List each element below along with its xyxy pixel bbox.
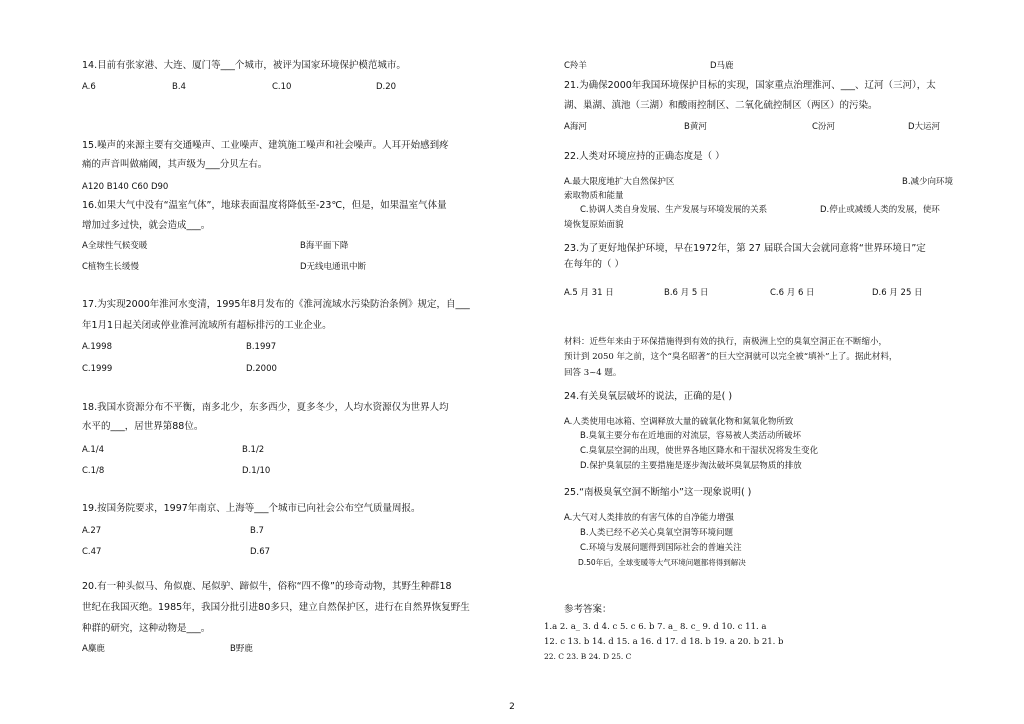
q23-stem-line2: 在每年的（ ）	[564, 259, 625, 270]
q18-option-d: D.1/10	[242, 466, 271, 476]
q24-option-b: B.臭氧主要分布在近地面的对流层，容易被人类活动所破坏	[580, 431, 802, 441]
q25-option-a: A.大气对人类排放的有害气体的自净能力增强	[564, 513, 734, 523]
answers-line3: 22. C 23. B 24. D 25. C	[544, 652, 632, 661]
q16-option-a: A全球性气候变暖	[82, 241, 148, 251]
q15-options: A120 B140 C60 D90	[82, 182, 169, 192]
q22-stem: 22.人类对环境应持的正确态度是（ ）	[564, 151, 725, 162]
q22-option-d: D.停止或减缓人类的发展，使环	[820, 205, 940, 215]
q24-option-c: C.臭氧层空洞的出现，使世界各地区降水和干湿状况将发生变化	[580, 446, 819, 456]
q19-option-a: A.27	[82, 526, 102, 536]
q25-option-c: C.环境与发展问题得到国际社会的普遍关注	[580, 543, 742, 553]
material-line1: 材料：近些年来由于环保措施得到有效的执行，南极洲上空的臭氧空洞正在不断缩小，	[564, 337, 888, 347]
q14-stem: 14.目前有张家港、大连、厦门等___个城市，被评为国家环境保护模范城市。	[82, 60, 406, 71]
q19-option-b: B.7	[250, 526, 264, 536]
q16-stem-line2: 增加过多过快，就会造成___。	[82, 220, 211, 231]
q17-option-d: D.2000	[246, 364, 277, 374]
q18-option-b: B.1/2	[242, 445, 265, 455]
answers-line1: 1.a 2. a_ 3. d 4. c 5. c 6. b 7. a_ 8. c_ 9. d 10. c 11. a	[544, 622, 767, 632]
q17-option-c: C.1999	[82, 364, 113, 374]
q21-option-d: D大运河	[908, 122, 941, 132]
q21-option-a: A海河	[564, 122, 587, 132]
q17-stem-line2: 年1月1日起关闭或停业淮河流域所有超标排污的工业企业。	[82, 320, 332, 331]
q25-stem: 25.“南极臭氧空洞不断缩小”这一现象说明( )	[564, 487, 752, 498]
q16-option-d: D无线电通讯中断	[300, 262, 367, 272]
q22-option-a: A.最大限度地扩大自然保护区	[564, 177, 675, 187]
q22-option-b: B.减少向环境	[902, 177, 954, 187]
material-line2: 预计到 2050 年之前，这个“臭名昭著”的巨大空洞就可以完全被“填补”上了。据此材料，	[564, 352, 898, 362]
q14-option-a: A.6	[82, 82, 96, 92]
page-number: 2	[509, 702, 515, 712]
q25-option-d: D.50年后，全球变暖等大气环境问题都将得到解决	[578, 558, 746, 567]
material-line3: 回答 3~4 题。	[564, 368, 622, 378]
q18-option-a: A.1/4	[82, 445, 105, 455]
q16-option-c: C植物生长缓慢	[82, 262, 139, 272]
answers-title: 参考答案：	[564, 604, 612, 615]
q20-option-b: B野鹿	[230, 644, 253, 654]
q14-option-d: D.20	[376, 82, 397, 92]
right-column	[520, 0, 1000, 724]
answers-line2: 12. c 13. b 14. d 15. a 16. d 17. d 18. b 19. a 20. b 21. b	[544, 637, 784, 647]
q15-stem-line1: 15.噪声的来源主要有交通噪声、工业噪声、建筑施工噪声和社会噪声。人耳开始感到疼	[82, 140, 449, 151]
q20-stem-line3: 种群的研究，这种动物是___。	[82, 623, 211, 634]
q22-option-d-cont: 境恢复原始面貌	[564, 220, 624, 230]
q17-stem-line1: 17.为实现2000年淮河水变清，1995年8月发布的《淮河流域水污染防治条例》规定，自___	[82, 299, 470, 310]
q24-option-a: A.人类使用电冰箱、空调释放大量的硫氧化物和氮氧化物所致	[564, 417, 794, 427]
q20-stem-line2: 世纪在我国灭绝。1985年，我国分批引进80多只，建立自然保护区，进行在自然界恢复野生	[82, 602, 470, 613]
q17-option-a: A.1998	[82, 342, 112, 352]
q23-option-c: C.6 月 6 日	[770, 288, 815, 298]
q18-stem-line2: 水平的___，居世界第88位。	[82, 421, 204, 432]
q19-option-c: C.47	[82, 547, 102, 557]
q16-stem-line1: 16.如果大气中没有“温室气体”，地球表面温度将降低至-23℃，但是，如果温室气体量	[82, 200, 447, 211]
q16-option-b: B海平面下降	[300, 241, 349, 251]
q21-option-c: C汾河	[812, 122, 835, 132]
q18-option-c: C.1/8	[82, 466, 105, 476]
q25-option-b: B.人类已经不必关心臭氧空洞等环境问题	[580, 528, 734, 538]
q19-option-d: D.67	[250, 547, 271, 557]
q20-option-c: C羚羊	[564, 61, 587, 71]
q20-option-d: D马鹿	[710, 61, 734, 71]
q20-option-a: A麋鹿	[82, 644, 105, 654]
q23-stem-line1: 23.为了更好地保护环境，早在1972年，第 27 届联合国大会就同意将“世界环境日”定	[564, 243, 926, 254]
q21-stem-line1: 21.为确保2000年我国环境保护目标的实现，国家重点治理淮河、___、辽河（三河），太	[564, 80, 936, 91]
q22-option-c: C.协调人类自身发展、生产发展与环境发展的关系	[580, 205, 768, 215]
q18-stem-line1: 18.我国水资源分布不平衡，南多北少，东多西少，夏多冬少，人均水资源仅为世界人均	[82, 402, 449, 413]
q20-stem-line1: 20.有一种头似马、角似鹿、尾似驴、蹄似牛，俗称“四不像”的珍奇动物，其野生种群18	[82, 581, 452, 592]
q23-option-b: B.6 月 5 日	[664, 288, 709, 298]
left-column	[0, 0, 470, 724]
q14-option-b: B.4	[172, 82, 186, 92]
q15-stem-line2: 痛的声音叫做痛阈，其声级为___分贝左右。	[82, 159, 268, 170]
q22-option-b-cont: 索取物质和能量	[564, 191, 624, 201]
q14-option-c: C.10	[272, 82, 292, 92]
q17-option-b: B.1997	[246, 342, 277, 352]
q23-option-d: D.6 月 25 日	[872, 288, 923, 298]
q24-option-d: D.保护臭氧层的主要措施是逐步淘汰破坏臭氧层物质的排放	[580, 461, 802, 471]
q19-stem: 19.按国务院要求，1997年南京、上海等___个城市已向社会公布空气质量周报。	[82, 503, 421, 514]
q24-stem: 24.有关臭氧层破坏的说法，正确的是( )	[564, 391, 733, 402]
q21-option-b: B黄河	[684, 122, 707, 132]
q21-stem-line2: 湖、巢湖、滇池（三湖）和酸雨控制区、二氧化硫控制区（两区）的污染。	[564, 100, 878, 111]
q23-option-a: A.5 月 31 日	[564, 288, 614, 298]
